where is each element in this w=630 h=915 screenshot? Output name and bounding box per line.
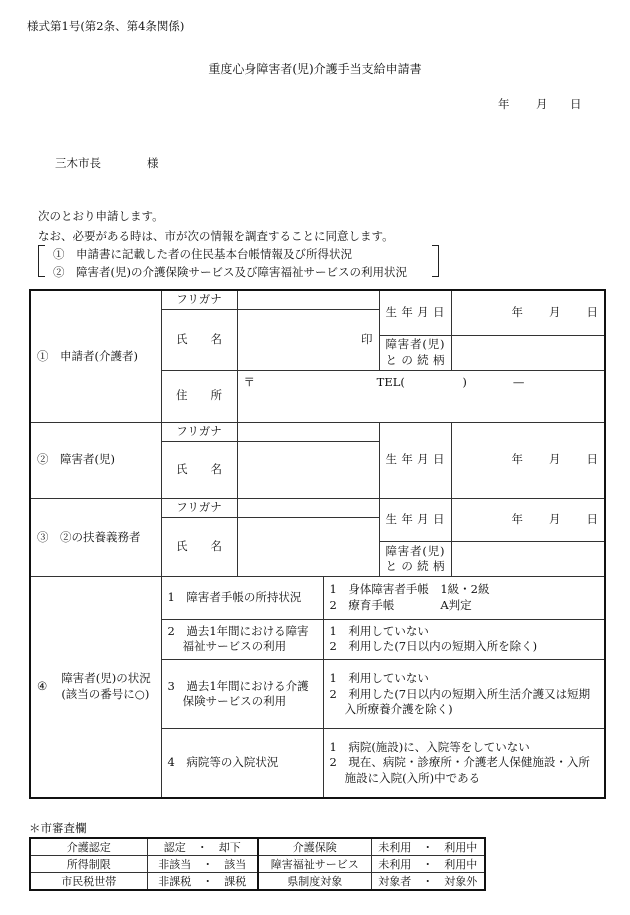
status-option[interactable]: 2 利用した(7日以内の短期入所生活介護又は短期 bbox=[329, 686, 591, 701]
intro-line1: 次のとおり申請します。 bbox=[38, 209, 164, 223]
supporter-name-label: 氏 名 bbox=[161, 518, 237, 577]
left-bracket bbox=[38, 245, 45, 277]
date-month: 月 bbox=[536, 97, 548, 111]
applicant-address-label: 住 所 bbox=[161, 370, 237, 422]
applicant-birth-day: 日 bbox=[586, 305, 598, 320]
applicant-furigana-label: フリガナ bbox=[161, 290, 237, 309]
applicant-name-input[interactable] bbox=[237, 309, 379, 370]
status-options-4[interactable] bbox=[323, 729, 605, 798]
supporter-birthdate-input[interactable] bbox=[451, 498, 605, 542]
shinsa-label: 介護保険 bbox=[258, 838, 371, 856]
consent-item-1: ① 申請書に記載した者の住民基本台帳情報及び所得状況 bbox=[53, 247, 352, 261]
supporter-furigana-label: フリガナ bbox=[161, 498, 237, 517]
status-item-2: 2 過去1年間における障害 福祉サービスの利用 bbox=[161, 619, 323, 660]
applicant-furigana-input[interactable] bbox=[237, 290, 379, 309]
section-supporter-label: ③ ②の扶養義務者 bbox=[30, 498, 161, 576]
seal-mark: 印 bbox=[361, 332, 373, 346]
disabled-birthdate-label: 生年月日 bbox=[379, 422, 451, 498]
applicant-birthdate-input[interactable] bbox=[451, 290, 605, 336]
status-item-1: 1 障害者手帳の所持状況 bbox=[161, 576, 323, 619]
supporter-birth-day: 日 bbox=[586, 512, 598, 527]
status-options-3[interactable] bbox=[323, 660, 605, 729]
postal-mark: 〒 bbox=[243, 374, 255, 389]
status-label-line2: (該当の番号に○) bbox=[61, 686, 150, 701]
supporter-relation-label: 障害者(児) との続柄 bbox=[379, 542, 451, 577]
date-day: 日 bbox=[570, 97, 582, 111]
section-disabled-label: ② 障害者(児) bbox=[30, 422, 161, 498]
status-number: ④ bbox=[37, 679, 48, 694]
disabled-birth-month: 月 bbox=[549, 452, 561, 467]
addressee-name: 三木市長 bbox=[55, 156, 101, 170]
status-option[interactable]: 2 利用した(7日以内の短期入所を除く) bbox=[329, 639, 538, 654]
consent-item-2: ② 障害者(児)の介護保険サービス及び障害福祉サービスの利用状況 bbox=[53, 265, 407, 279]
intro-line2: なお、必要がある時は、市が次の情報を調査することに同意します。 bbox=[38, 229, 394, 243]
status-options-2[interactable] bbox=[323, 619, 605, 660]
shinsa-label: 所得制限 bbox=[30, 856, 147, 873]
status-option[interactable]: 2 現在、病院・診療所・介護老人保健施設・入所 bbox=[329, 755, 590, 770]
right-bracket bbox=[432, 245, 439, 277]
supporter-name-input[interactable] bbox=[237, 518, 379, 577]
applicant-relation-input[interactable] bbox=[451, 336, 605, 371]
shinsa-value: 対象者 ・ 対象外 bbox=[371, 873, 485, 891]
shinsa-label: 市民税世帯 bbox=[30, 873, 147, 891]
supporter-furigana-input[interactable] bbox=[237, 498, 379, 517]
date-year: 年 bbox=[498, 97, 510, 111]
shinsa-value: 未利用 ・ 利用中 bbox=[371, 838, 485, 856]
form-number: 様式第1号(第2条、第4条関係) bbox=[27, 19, 185, 33]
applicant-address-input[interactable] bbox=[237, 370, 605, 422]
applicant-birthdate-label: 生年月日 bbox=[379, 290, 451, 336]
shinsa-value: 未利用 ・ 利用中 bbox=[371, 856, 485, 873]
shinsa-label: 障害福祉サービス bbox=[258, 856, 371, 873]
disabled-furigana-input[interactable] bbox=[237, 422, 379, 441]
disabled-birthdate-input[interactable] bbox=[451, 422, 605, 498]
shinsa-heading: ＊市審査欄 bbox=[29, 821, 87, 835]
addressee-honorific: 様 bbox=[147, 156, 159, 170]
disabled-name-label: 氏 名 bbox=[161, 441, 237, 498]
supporter-birth-year: 年 bbox=[511, 512, 523, 527]
status-option[interactable]: 入所療養介護を除く) bbox=[329, 702, 453, 717]
disabled-furigana-label: フリガナ bbox=[161, 422, 237, 441]
status-item-4: 4 病院等の入院状況 bbox=[161, 729, 323, 798]
status-option[interactable]: 1 利用していない bbox=[329, 623, 429, 638]
disabled-birth-day: 日 bbox=[586, 452, 598, 467]
status-option[interactable]: 1 利用していない bbox=[329, 671, 429, 685]
shinsa-value: 非該当 ・ 該当 bbox=[147, 856, 258, 873]
supporter-birthdate-label: 生年月日 bbox=[379, 498, 451, 542]
status-item-3: 3 過去1年間における介護 保険サービスの利用 bbox=[161, 660, 323, 729]
supporter-relation-input[interactable] bbox=[451, 542, 605, 577]
shinsa-value: 非課税 ・ 課税 bbox=[147, 873, 258, 891]
status-label-line1: 障害者(児)の状況 bbox=[61, 671, 151, 686]
status-option[interactable]: 施設に入院(入所)中である bbox=[329, 770, 481, 785]
applicant-birth-year: 年 bbox=[511, 305, 523, 320]
applicant-birth-month: 月 bbox=[549, 305, 561, 320]
shinsa-label: 介護認定 bbox=[30, 838, 147, 856]
disabled-birth-year: 年 bbox=[511, 452, 523, 467]
applicant-relation-label: 障害者(児) との続柄 bbox=[379, 336, 451, 371]
shinsa-table bbox=[29, 837, 486, 891]
status-option[interactable]: 1 病院(施設)に、入院等をしていない bbox=[329, 739, 530, 754]
status-option[interactable]: 1 身体障害者手帳 1級・2級 bbox=[329, 582, 490, 597]
section-applicant-label: ① 申請者(介護者) bbox=[30, 290, 161, 422]
application-table bbox=[29, 289, 606, 799]
status-options-1[interactable] bbox=[323, 576, 605, 619]
status-option[interactable]: 2 療育手帳 A判定 bbox=[329, 597, 472, 612]
applicant-name-label: 氏 名 bbox=[161, 309, 237, 370]
disabled-name-input[interactable] bbox=[237, 441, 379, 498]
supporter-birth-month: 月 bbox=[549, 512, 561, 527]
section-status-label bbox=[30, 576, 161, 798]
tel-label: TEL( ) — bbox=[376, 374, 525, 389]
form-title: 重度心身障害者(児)介護手当支給申請書 bbox=[208, 62, 422, 76]
shinsa-label: 県制度対象 bbox=[258, 873, 371, 891]
shinsa-value: 認定 ・ 却下 bbox=[147, 838, 258, 856]
